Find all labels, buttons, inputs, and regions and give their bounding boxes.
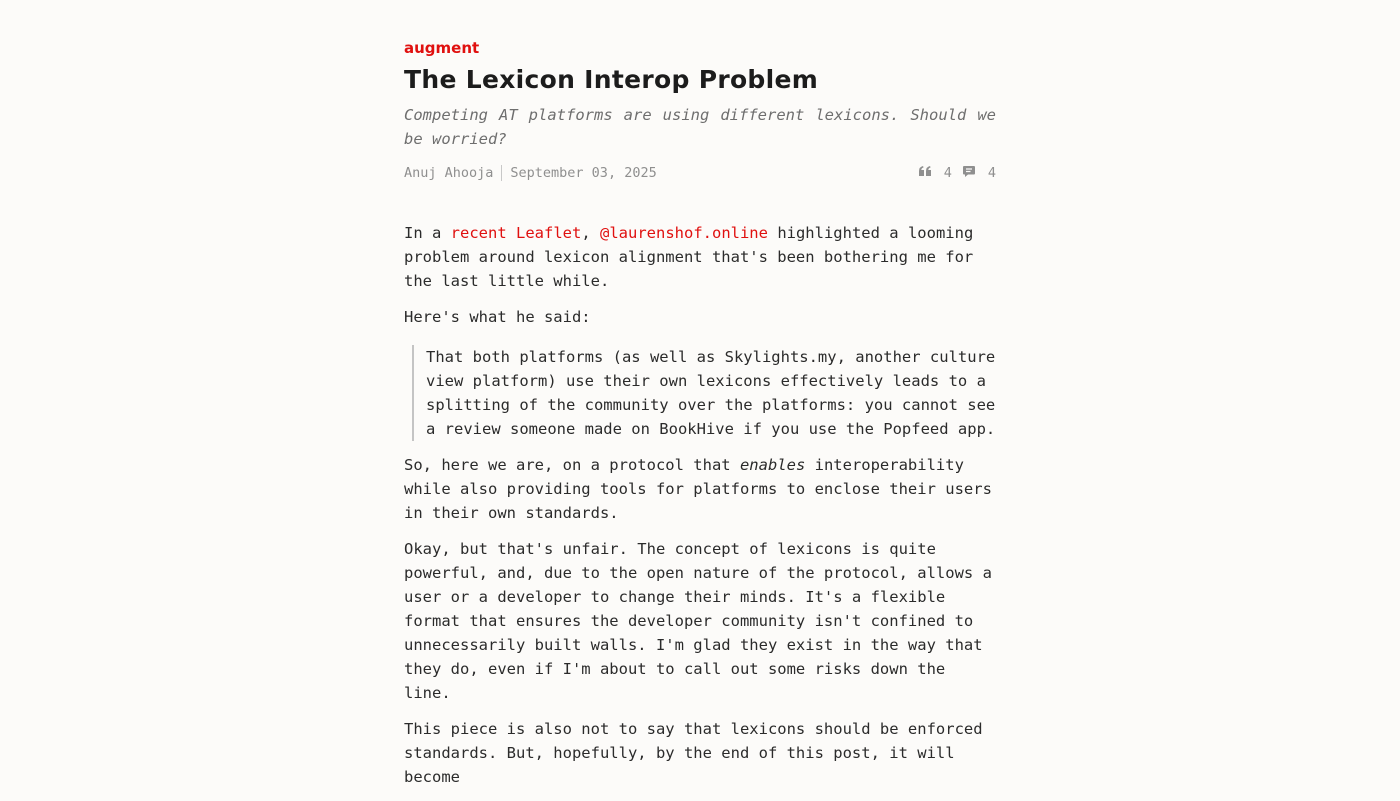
- quotes-stat[interactable]: [918, 165, 952, 181]
- comment-count: 4: [987, 165, 996, 181]
- blockquote: That both platforms (as well as Skylights.my, another culture view platform) use their own lexicons effectively leads to a splitting of the community over the platforms: you cannot see a review someone made on BookHive if you use the Popfeed app.: [412, 345, 996, 441]
- text: highlighted a looming problem around lexicon alignment that's been bothering me for the last little while.: [404, 224, 974, 290]
- post-stats: [918, 165, 996, 182]
- post-meta: [404, 163, 996, 183]
- comments-stat[interactable]: [962, 165, 996, 182]
- paragraph: [404, 221, 996, 293]
- paragraph: This piece is also not to say that lexicons should be enforced standards. But, hopefully, by the end of this post, it will become: [404, 720, 983, 786]
- publish-date: September 03, 2025: [510, 165, 657, 181]
- post-title: The Lexicon Interop Problem: [404, 65, 819, 94]
- quote-count: 4: [943, 165, 952, 181]
- post-body: [404, 221, 996, 789]
- publication-name[interactable]: augment: [404, 39, 480, 57]
- text: In a: [404, 224, 451, 242]
- recent-leaflet-link[interactable]: recent Leaflet: [450, 224, 582, 242]
- paragraph: [404, 453, 996, 525]
- paragraph: Okay, but that's unfair. The concept of lexicons is quite powerful, and, due to the open nature of the protocol, allows a user or a developer to change their minds. It's a flexible format that ensures the developer community isn't confined to unnecessarily built walls. I'm glad they exist in the way that they do, even if I'm about to call out some risks down the line.: [404, 540, 992, 702]
- mention-link[interactable]: @laurenshof.online: [600, 224, 768, 242]
- meta-divider: [501, 165, 502, 181]
- emphasis: enables: [739, 456, 806, 474]
- article: [404, 36, 996, 801]
- post-subtitle: Competing AT platforms are using different lexicons. Should we be worried?: [404, 106, 996, 148]
- text: So, here we are, on a protocol that: [404, 456, 740, 474]
- byline: [404, 165, 657, 181]
- quote-icon: [918, 165, 932, 181]
- paragraph: Here's what he said:: [404, 308, 591, 326]
- text: ,: [581, 224, 600, 242]
- author-name[interactable]: Anuj Ahooja: [404, 165, 494, 181]
- comment-icon: [962, 165, 976, 182]
- text: interoperability while also providing tools for platforms to enclose their users in their own standards.: [404, 456, 992, 522]
